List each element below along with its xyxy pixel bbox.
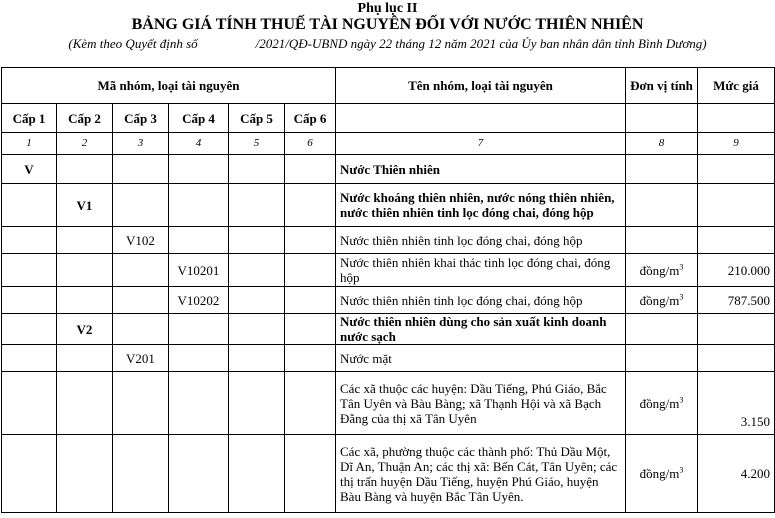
level-header: Cấp 2 <box>57 104 113 133</box>
table-row <box>2 435 775 513</box>
level-header: Cấp 3 <box>113 104 169 133</box>
unit-text: đồng/m <box>639 292 680 308</box>
table-row <box>2 155 775 184</box>
unit-text: đồng/m <box>639 466 680 481</box>
appendix-label: Phụ lục II <box>357 1 418 16</box>
table-row <box>2 314 775 345</box>
price-table <box>1 67 775 513</box>
empty-cell <box>626 104 698 133</box>
resource-name-cell: Nước thiên nhiên dùng cho sản xuất kinh doanh nước sạch <box>336 314 626 345</box>
column-number: 2 <box>57 133 113 155</box>
level-header: Cấp 5 <box>229 104 285 133</box>
level-header: Cấp 6 <box>285 104 336 133</box>
resource-name-cell: Nước khoáng thiên nhiên, nước nóng thiên nhiên, nước thiên nhiên tinh lọc đóng chai, đóng hộp <box>336 184 626 227</box>
column-number: 3 <box>113 133 169 155</box>
table-row <box>2 372 775 435</box>
column-number: 5 <box>229 133 285 155</box>
column-number: 4 <box>169 133 229 155</box>
unit-cell <box>626 287 698 314</box>
code-cell: V201 <box>113 345 169 372</box>
unit-cell <box>626 254 698 287</box>
code-cell: V2 <box>57 314 113 345</box>
subtitle-prefix: (Kèm theo Quyết định số <box>68 36 198 51</box>
column-number: 1 <box>2 133 57 155</box>
price-cell: 3.150 <box>698 372 775 435</box>
code-cell: V10201 <box>169 254 229 287</box>
document-subtitle <box>0 36 775 52</box>
unit-cell <box>626 372 698 435</box>
unit-superscript: 3 <box>679 395 684 405</box>
level-header: Cấp 4 <box>169 104 229 133</box>
column-number: 9 <box>698 133 775 155</box>
table-row <box>2 345 775 372</box>
code-cell: V10202 <box>169 287 229 314</box>
header-row <box>2 68 775 104</box>
price-cell: 787.500 <box>698 287 775 314</box>
table-row <box>2 184 775 227</box>
resource-name-cell: Nước thiên nhiên tinh lọc đóng chai, đóng hộp <box>336 287 626 314</box>
price-cell: 210.000 <box>698 254 775 287</box>
column-number: 7 <box>336 133 626 155</box>
code-cell: V102 <box>113 227 169 254</box>
level-header-row <box>2 104 775 133</box>
unit-cell <box>626 435 698 513</box>
unit-header: Đơn vị tính <box>626 68 698 104</box>
unit-text: đồng/m <box>639 262 680 278</box>
unit-text: đồng/m <box>639 395 680 411</box>
price-header: Mức giá <box>698 68 775 104</box>
unit-superscript: 3 <box>679 262 684 272</box>
resource-name-cell: Các xã, phường thuộc các thành phố: Thủ Dầu Một, Dĩ An, Thuận An; các thị xã: Bến Cát, Tân Uyên; các thị trấn huyện Dầu Tiếng, huyện Phú Giáo, huyện Bàu Bàng và huyện Bắc Tân Uyên. <box>336 435 626 513</box>
resource-name-cell: Nước mặt <box>336 345 626 372</box>
code-cell: V1 <box>57 184 113 227</box>
unit-superscript: 3 <box>679 465 684 475</box>
column-number-row <box>2 133 775 155</box>
resource-name-header: Tên nhóm, loại tài nguyên <box>336 68 626 104</box>
resource-name-cell: Các xã thuộc các huyện: Dầu Tiếng, Phú Giáo, Bắc Tân Uyên và Bàu Bàng; xã Thạnh Hội và xã Bạch Đằng của thị xã Tân Uyên <box>336 372 626 435</box>
subtitle-suffix: /2021/QĐ-UBND ngày 22 tháng 12 năm 2021 của Ủy ban nhân dân tỉnh Bình Dương) <box>255 36 707 51</box>
empty-cell <box>336 104 626 133</box>
table-row <box>2 227 775 254</box>
code-cell: V <box>2 155 57 184</box>
resource-name-cell: Nước Thiên nhiên <box>336 155 626 184</box>
column-number: 8 <box>626 133 698 155</box>
column-number: 6 <box>285 133 336 155</box>
empty-cell <box>698 104 775 133</box>
table-row <box>2 254 775 287</box>
group-code-header: Mã nhóm, loại tài nguyên <box>2 68 336 104</box>
table-row <box>2 287 775 314</box>
resource-name-cell: Nước thiên nhiên khai thác tinh lọc đóng chai, đóng hộp <box>336 254 626 287</box>
price-cell: 4.200 <box>698 435 775 513</box>
unit-superscript: 3 <box>679 292 684 302</box>
document-title: BẢNG GIÁ TÍNH THUẾ TÀI NGUYÊN ĐỐI VỚI NƯỚC THIÊN NHIÊN <box>131 16 644 33</box>
resource-name-cell: Nước thiên nhiên tinh lọc đóng chai, đóng hộp <box>336 227 626 254</box>
level-header: Cấp 1 <box>2 104 57 133</box>
